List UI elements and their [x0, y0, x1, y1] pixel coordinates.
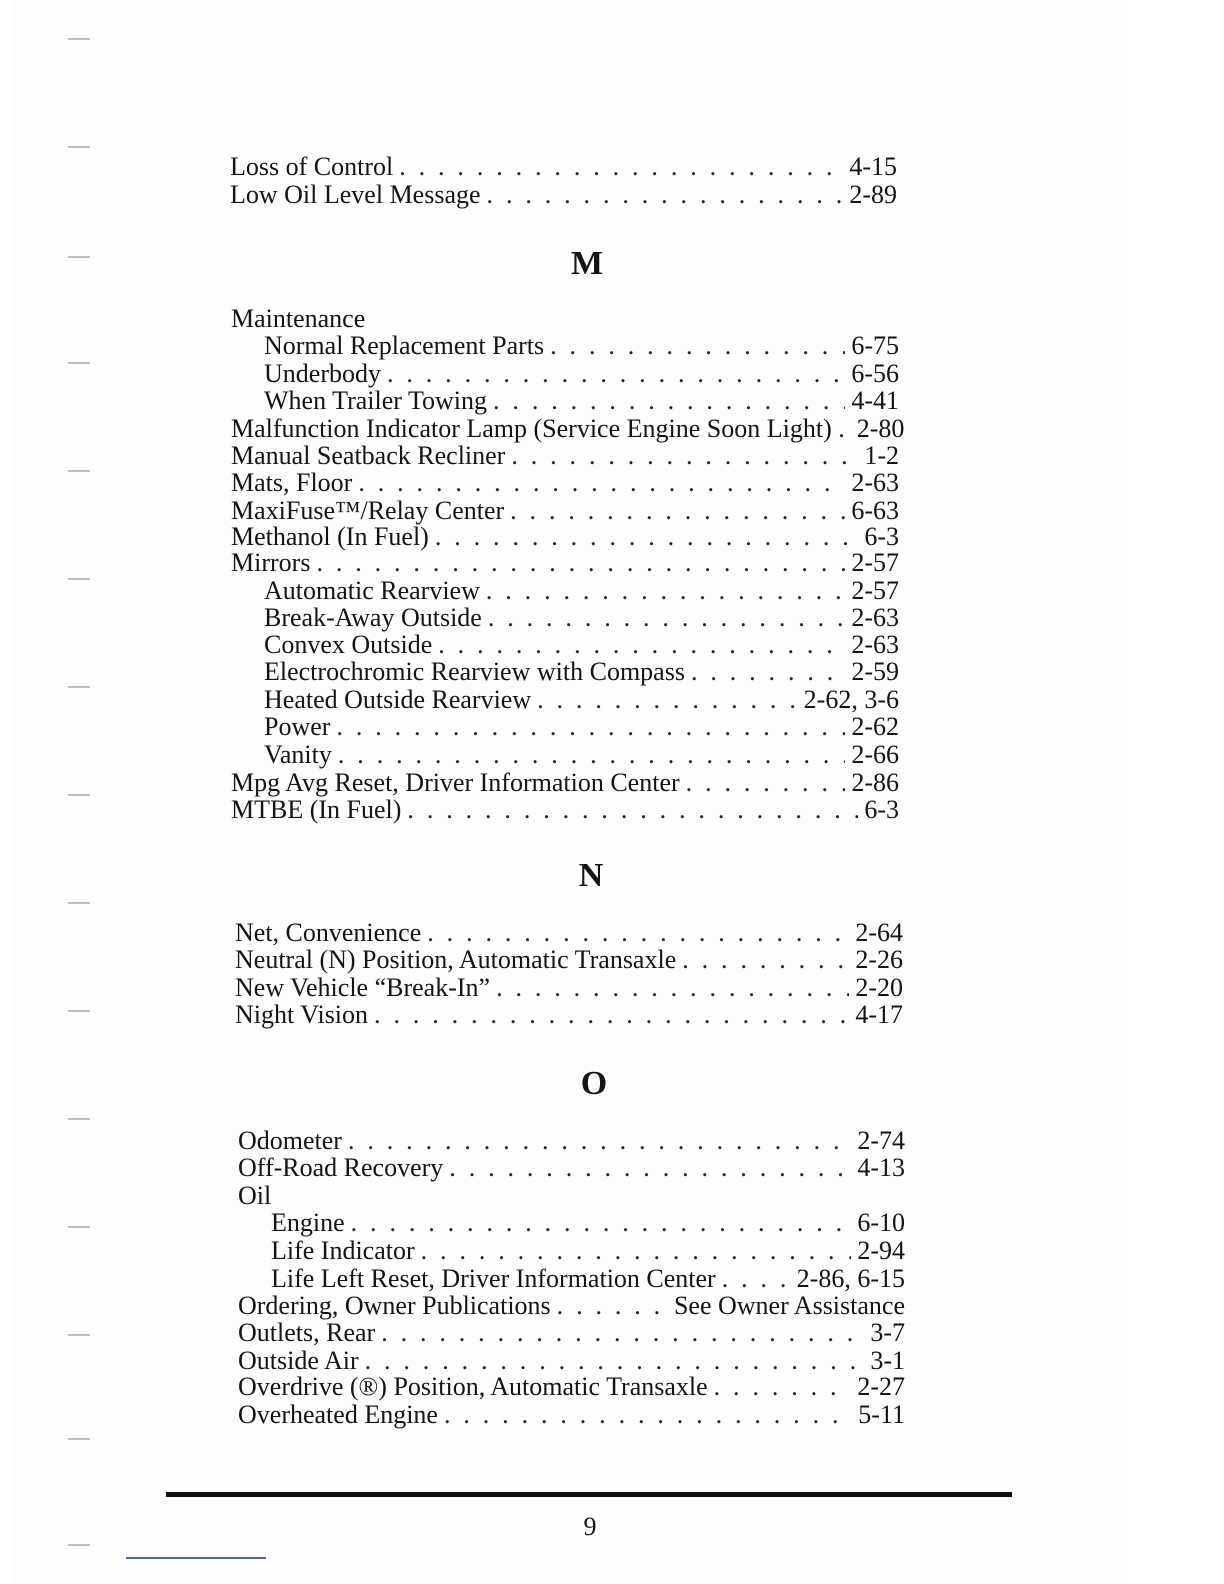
dot-leader	[407, 795, 858, 825]
index-entry	[238, 1400, 905, 1430]
index-entry	[238, 1181, 905, 1211]
entry-term: MTBE (In Fuel)	[231, 795, 402, 824]
dot-leader	[421, 1236, 852, 1266]
entry-page-ref: 2-63	[851, 630, 899, 659]
entry-page-ref: 6-10	[857, 1208, 905, 1237]
index-entry	[238, 1372, 905, 1402]
entry-term: Neutral (N) Position, Automatic Transaxle	[235, 945, 677, 974]
index-entry	[264, 576, 899, 606]
entry-page-ref: 2-80	[856, 414, 905, 443]
dot-leader	[358, 468, 845, 498]
dot-leader	[488, 603, 846, 633]
index-entry	[231, 414, 905, 444]
dot-leader	[427, 918, 849, 948]
dot-leader	[444, 1400, 852, 1430]
entry-term: Mats, Floor	[231, 468, 353, 497]
index-entry	[271, 1208, 905, 1238]
index-entry	[264, 331, 899, 361]
entry-page-ref: 4-17	[855, 1000, 903, 1029]
index-entry	[264, 359, 899, 389]
section-letter-m: M	[570, 245, 604, 282]
entry-term: Odometer	[238, 1126, 342, 1155]
index-entry	[264, 630, 899, 660]
entry-term: Oil	[238, 1181, 272, 1210]
entry-page-ref: 2-89	[849, 180, 897, 209]
section-letter-o: O	[580, 1065, 608, 1102]
page-number: 9	[583, 1512, 597, 1541]
dot-leader	[351, 1208, 852, 1238]
entry-page-ref: 6-63	[851, 496, 899, 525]
entry-page-ref: 6-75	[851, 331, 899, 360]
index-entry	[264, 712, 899, 742]
index-entry	[238, 1126, 905, 1156]
entry-page-ref: 2-86, 6-15	[796, 1264, 905, 1293]
index-entry	[264, 740, 899, 770]
entry-page-ref: 2-66	[851, 740, 899, 769]
entry-page-ref: 2-27	[857, 1372, 905, 1401]
dot-leader	[550, 331, 845, 361]
entry-page-ref: 2-26	[855, 945, 903, 974]
entry-term: Automatic Rearview	[264, 576, 480, 605]
entry-page-ref: 4-15	[849, 152, 897, 181]
dot-leader	[381, 1318, 864, 1348]
entry-term: Electrochromic Rearview with Compass	[264, 657, 685, 686]
index-entry	[238, 1291, 905, 1321]
dot-leader	[449, 1153, 851, 1183]
entry-page-ref: 6-3	[864, 522, 899, 551]
index-entry	[230, 180, 897, 210]
dot-leader	[316, 548, 845, 578]
entry-term: Heated Outside Rearview	[264, 685, 532, 714]
entry-page-ref: 3-7	[870, 1318, 905, 1347]
entry-page-ref: See Owner Assistance	[673, 1291, 905, 1320]
entry-page-ref: 4-13	[857, 1153, 905, 1182]
entry-term: Overheated Engine	[238, 1400, 438, 1429]
entry-term: New Vehicle “Break-In”	[235, 973, 491, 1002]
entry-term: Life Indicator	[271, 1236, 415, 1265]
index-entry	[231, 304, 899, 334]
entry-page-ref: 2-62	[851, 712, 899, 741]
entry-term: Net, Convenience	[235, 918, 422, 947]
entry-page-ref: 2-63	[851, 468, 899, 497]
index-entry	[264, 657, 899, 687]
index-entry	[264, 685, 899, 715]
dot-leader	[387, 359, 845, 389]
entry-term: Normal Replacement Parts	[264, 331, 545, 360]
entry-page-ref: 5-11	[858, 1400, 905, 1429]
index-entry	[271, 1264, 905, 1294]
dot-leader	[493, 386, 845, 416]
entry-page-ref: 2-94	[857, 1236, 905, 1265]
entry-term: Mpg Avg Reset, Driver Information Center	[231, 768, 680, 797]
entry-page-ref: 4-41	[851, 386, 899, 415]
entry-term: Malfunction Indicator Lamp (Service Engine Soon Light) .	[231, 414, 845, 443]
entry-term: MaxiFuse™/Relay Center	[231, 496, 505, 525]
dot-leader	[399, 152, 843, 182]
dot-leader	[487, 180, 844, 210]
entry-term: Underbody	[264, 359, 381, 388]
entry-page-ref: 6-3	[864, 795, 899, 824]
index-entry	[231, 548, 899, 578]
index-entry	[235, 973, 903, 1003]
entry-term: When Trailer Towing	[264, 386, 488, 415]
entry-term: Night Vision	[235, 1000, 369, 1029]
index-entry	[231, 795, 899, 825]
dot-leader	[714, 1372, 852, 1402]
entry-page-ref: 2-63	[851, 603, 899, 632]
dot-leader	[336, 712, 845, 742]
entry-page-ref: 2-57	[851, 548, 899, 577]
index-entry	[231, 768, 899, 798]
entry-page-ref: 2-57	[851, 576, 899, 605]
entry-term: Vanity	[264, 740, 332, 769]
section-letter-n: N	[578, 857, 604, 894]
index-entry	[230, 152, 897, 182]
entry-term: Low Oil Level Message	[230, 180, 481, 209]
entry-term: Ordering, Owner Publications	[238, 1291, 551, 1320]
dot-leader	[486, 576, 845, 606]
index-entry	[231, 468, 899, 498]
entry-term: Power	[264, 712, 331, 741]
dot-leader	[496, 973, 849, 1003]
dot-leader	[537, 685, 798, 715]
dot-leader	[348, 1126, 851, 1156]
index-entry	[271, 1236, 905, 1266]
dot-leader	[511, 441, 858, 471]
entry-page-ref: 2-64	[855, 918, 903, 947]
entry-term: Loss of Control	[230, 152, 394, 181]
entry-term: Outside Air	[238, 1346, 359, 1375]
blue-underline-mark	[126, 1557, 266, 1559]
index-entry	[235, 1000, 903, 1030]
entry-term: Methanol (In Fuel)	[231, 522, 429, 551]
entry-page-ref: 2-20	[855, 973, 903, 1002]
entry-term: Convex Outside	[264, 630, 433, 659]
entry-term: Life Left Reset, Driver Information Center	[271, 1264, 716, 1293]
dot-leader	[722, 1264, 791, 1294]
index-entry	[231, 441, 899, 471]
index-entry	[264, 603, 899, 633]
dot-leader	[686, 768, 846, 798]
index-entry	[235, 945, 903, 975]
dot-leader	[438, 630, 845, 660]
entry-page-ref: 6-56	[851, 359, 899, 388]
index-entry	[235, 918, 903, 948]
entry-page-ref: 1-2	[864, 441, 899, 470]
entry-term: Mirrors	[231, 548, 311, 577]
dot-leader	[682, 945, 849, 975]
index-entry	[238, 1318, 905, 1348]
dot-leader	[557, 1291, 668, 1321]
entry-term: Outlets, Rear	[238, 1318, 376, 1347]
dot-leader	[374, 1000, 849, 1030]
entry-term: Break-Away Outside	[264, 603, 482, 632]
entry-page-ref: 3-1	[870, 1346, 905, 1375]
entry-term: Maintenance	[231, 304, 366, 333]
entry-term: Manual Seatback Recliner	[231, 441, 506, 470]
entry-page-ref: 2-86	[851, 768, 899, 797]
index-entry	[238, 1153, 905, 1183]
entry-page-ref: 2-59	[851, 657, 899, 686]
index-entry	[264, 386, 899, 416]
entry-page-ref: 2-62, 3-6	[803, 685, 899, 714]
dot-leader	[338, 740, 845, 770]
entry-term: Overdrive (®) Position, Automatic Transaxle	[238, 1372, 708, 1401]
footer-rule	[166, 1492, 1012, 1497]
entry-term: Off-Road Recovery	[238, 1153, 444, 1182]
dot-leader	[691, 657, 845, 687]
entry-page-ref: 2-74	[857, 1126, 905, 1155]
entry-term: Engine	[271, 1208, 345, 1237]
